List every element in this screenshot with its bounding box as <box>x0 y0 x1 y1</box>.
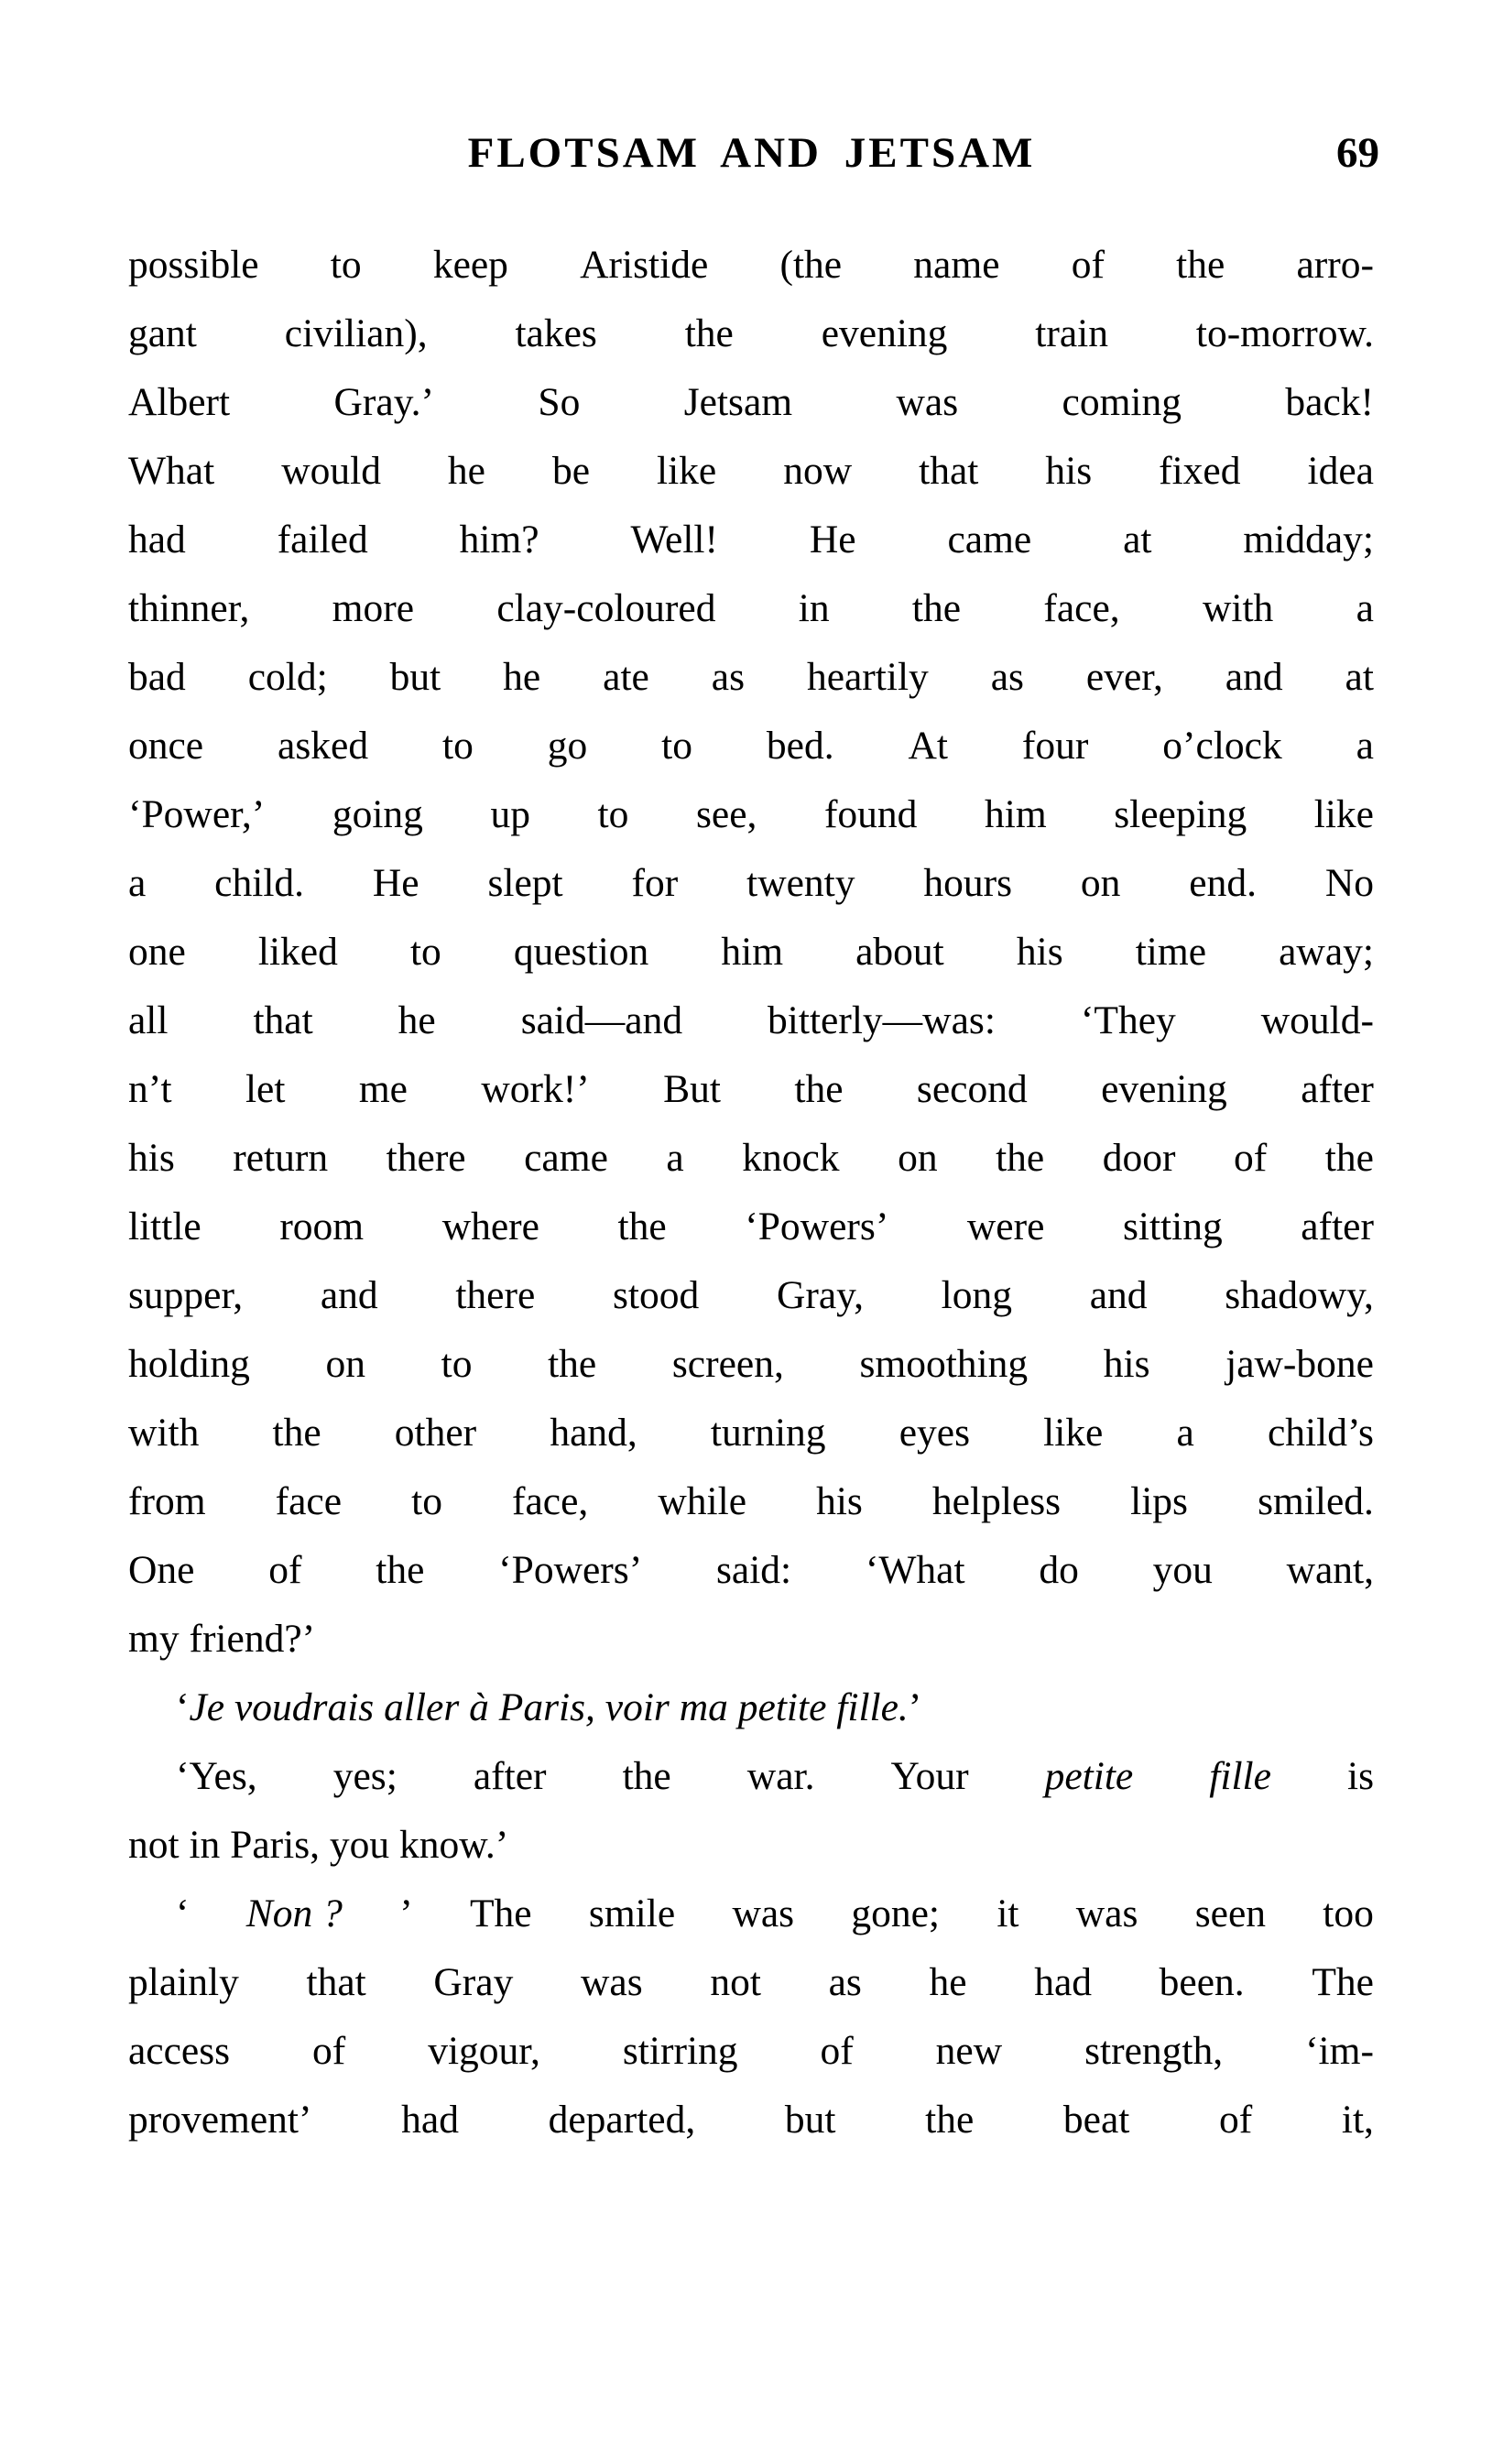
text-line: provement’ had departed, but the beat of it, <box>128 2098 1374 2142</box>
text-line: little room where the ‘Powers’ were sitting after <box>128 1205 1374 1248</box>
text-line: holding on to the screen, smoothing his jaw-bone <box>128 1342 1374 1386</box>
paragraph-main <box>128 231 1374 1674</box>
text-line: his return there came a knock on the door of the <box>128 1136 1374 1180</box>
text-line: not in Paris, you know.’ <box>128 1823 509 1867</box>
text-line: possible to keep Aristide (the name of the arro- <box>128 243 1374 287</box>
text-line: access of vigour, stirring of new strength, ‘im- <box>128 2029 1374 2073</box>
text-line: one liked to question him about his time away; <box>128 930 1374 974</box>
text-line: Albert Gray.’ So Jetsam was coming back! <box>128 380 1374 424</box>
text-line: bad cold; but he ate as heartily as ever, and at <box>128 655 1374 699</box>
text-line: supper, and there stood Gray, long and shadowy, <box>128 1273 1374 1317</box>
text-line: n’t let me work!’ But the second evening after <box>128 1067 1374 1111</box>
text-line: ‘Je voudrais aller à Paris, voir ma petite fille.’ <box>176 1685 922 1729</box>
page-header <box>0 128 1503 192</box>
text-line: a child. He slept for twenty hours on end. No <box>128 861 1374 905</box>
text-line: ‘Yes, yes; after the war. Your petite fille is <box>176 1754 1374 1798</box>
text-line: my friend?’ <box>128 1617 316 1661</box>
text-line: ‘ Non ? ’ The smile was gone; it was seen too <box>176 1892 1374 1935</box>
text-line: from face to face, while his helpless lips smiled. <box>128 1479 1374 1523</box>
paragraph-dialogue <box>128 1742 1374 2154</box>
page-body <box>128 231 1374 2154</box>
text-line: What would he be like now that his fixed idea <box>128 449 1374 493</box>
paragraph-french-quote <box>128 1674 1374 1742</box>
text-line: gant civilian), takes the evening train to-morrow. <box>128 311 1374 355</box>
page-number: 69 <box>1336 129 1379 177</box>
text-line: ‘Power,’ going up to see, found him sleeping like <box>128 792 1374 836</box>
text-line: with the other hand, turning eyes like a child’s <box>128 1411 1374 1455</box>
text-line: One of the ‘Powers’ said: ‘What do you want, <box>128 1548 1374 1592</box>
running-head: FLOTSAM AND JETSAM <box>467 129 1036 177</box>
text-line: all that he said—and bitterly—was: ‘They would- <box>128 998 1374 1042</box>
text-line: thinner, more clay-coloured in the face, with a <box>128 586 1374 630</box>
text-line: once asked to go to bed. At four o’clock a <box>128 724 1374 768</box>
text-line: plainly that Gray was not as he had been. The <box>128 1960 1374 2004</box>
text-line: had failed him? Well! He came at midday; <box>128 518 1374 561</box>
